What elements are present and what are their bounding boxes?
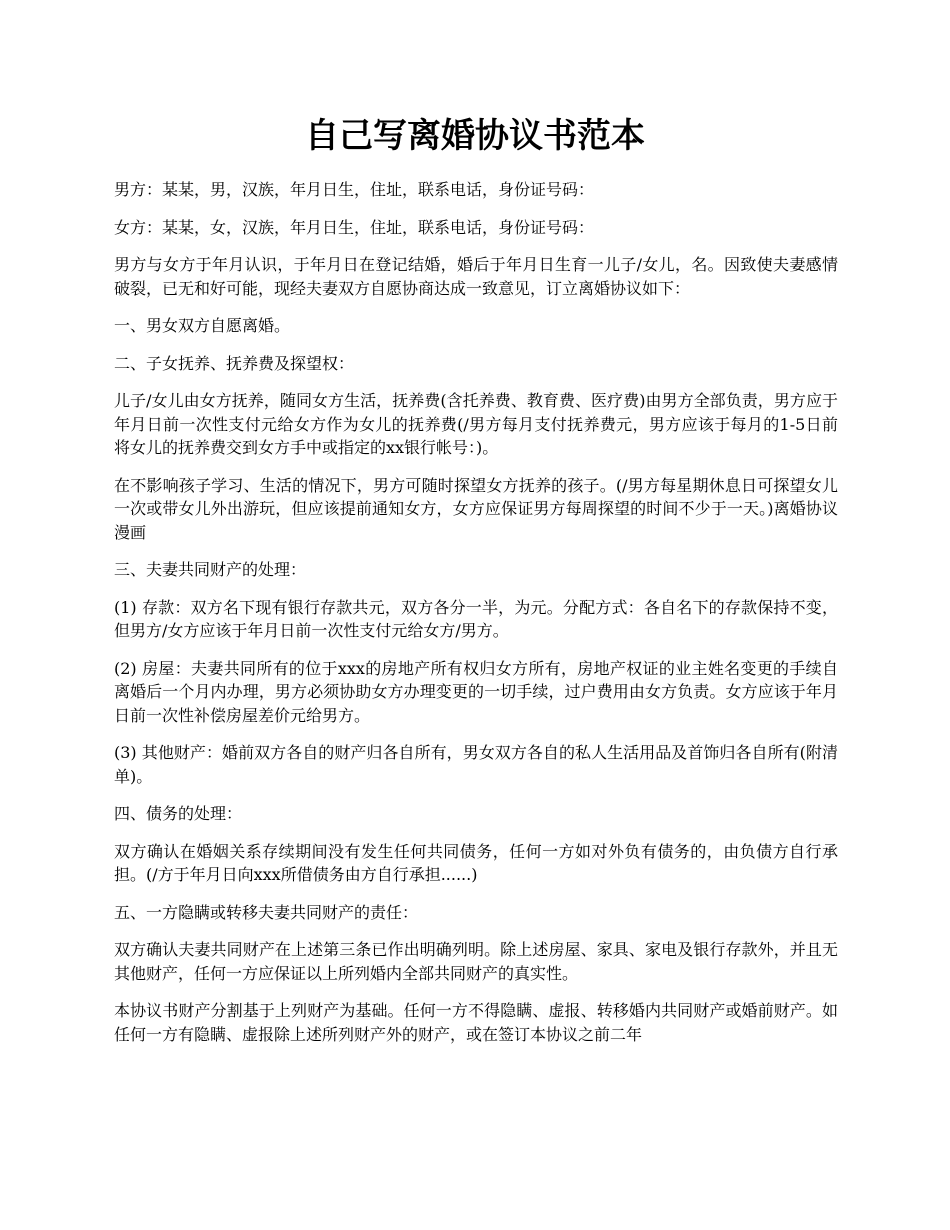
paragraph-concealment-terms: 本协议书财产分割基于上列财产为基础。任何一方不得隐瞒、虚报、转移婚内共同财产或婚前财产。如任何一方有隐瞒、虚报除上述所列财产外的财产，或在签订本协议之前二年 <box>114 1001 838 1044</box>
paragraph-savings: (1) 存款：双方名下现有银行存款共元，双方各分一半，为元。分配方式：各自名下的存款保持不变，但男方/女方应该于年月日前一次性支付元给女方/男方。 <box>114 597 838 640</box>
section-heading-4: 四、债务的处理： <box>114 804 243 823</box>
paragraph-child-support: 儿子/女儿由女方抚养，随同女方生活，抚养费(含托养费、教育费、医疗费)由男方全部负责，男方应于年月日前一次性支付元给女方作为女儿的抚养费(/男方每月支付抚养费元，男方应该于每月的1-5日前将女儿的抚养费交到女方手中或指定的xx银行帐号：)。 <box>114 391 838 457</box>
document-title: 自己写离婚协议书范本 <box>305 116 645 156</box>
section-heading-2: 二、子女抚养、抚养费及探望权： <box>114 353 355 373</box>
paragraph-house: (2) 房屋：夫妻共同所有的位于xxx的房地产所有权归女方所有，房地产权证的业主姓名变更的手续自离婚后一个月内办理，男方必须协助女方办理变更的一切手续，过户费用由女方负责。女方应该于年月日前一次性补偿房屋差价元给男方。 <box>114 658 838 725</box>
document-body <box>114 178 838 1060</box>
section-heading-1: 一、男女双方自愿离婚。 <box>114 316 291 335</box>
paragraph-visitation: 在不影响孩子学习、生活的情况下，男方可随时探望女方抚养的孩子。(/男方每星期休息日可探望女儿一次或带女儿外出游玩，但应该提前通知女方，女方应保证男方每周探望的时间不少于一天。)离婚协议漫画 <box>114 475 838 542</box>
paragraph-debts: 双方确认在婚姻关系存续期间没有发生任何共同债务，任何一方如对外负有债务的，由负债方自行承担。(/方于年月日向xxx所借债务由方自行承担......) <box>114 841 838 884</box>
section-heading-5: 五、一方隐瞒或转移夫妻共同财产的责任： <box>114 902 419 922</box>
section-heading-3: 三、夫妻共同财产的处理： <box>114 560 307 579</box>
paragraph-property-confirmation: 双方确认夫妻共同财产在上述第三条已作出明确列明。除上述房屋、家具、家电及银行存款外，并且无其他财产，任何一方应保证以上所列婚内全部共同财产的真实性。 <box>114 940 838 983</box>
paragraph-background: 男方与女方于年月认识，于年月日在登记结婚，婚后于年月日生育一儿子/女儿，名。因致使夫妻感情破裂，已无和好可能，现经夫妻双方自愿协商达成一致意见，订立离婚协议如下： <box>114 255 838 298</box>
paragraph-other-property: (3) 其他财产：婚前双方各自的财产归各自所有，男女双方各自的私人生活用品及首饰归各自所有(附清单)。 <box>114 743 838 786</box>
paragraph-male-party: 男方：某某，男，汉族，年月日生，住址，联系电话，身份证号码： <box>114 180 595 199</box>
paragraph-female-party: 女方：某某，女，汉族，年月日生，住址，联系电话，身份证号码： <box>114 217 595 237</box>
